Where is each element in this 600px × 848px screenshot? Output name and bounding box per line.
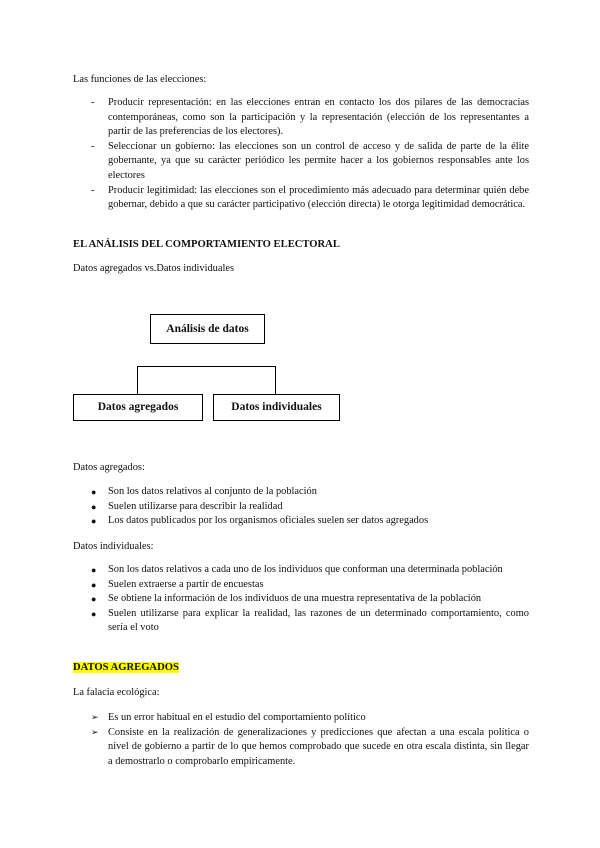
bullet-icon: ● — [91, 487, 97, 497]
bullet-icon: ● — [91, 565, 97, 575]
list-item: - Seleccionar un gobierno: las elecciones son un control de acceso y de salida de parte de la élite gobernante, ya que su carácter periódico les permite hacer a los gobiernos responsables ante los electores — [91, 140, 529, 184]
section-subtitle: Datos agregados vs.Datos individuales — [73, 263, 235, 274]
list-item: ➢ Es un error habitual en el estudio del comportamiento político — [91, 711, 529, 726]
functions-intro: Las funciones de las elecciones: — [73, 74, 207, 85]
bullet-icon: ● — [91, 516, 97, 527]
agregados-label: Datos agregados: — [73, 462, 145, 473]
falacia-list — [91, 711, 529, 769]
list-item: ● Son los datos relativos al conjunto de la población — [91, 485, 529, 500]
list-item: ➢ Consiste en la realización de generalizaciones y predicciones que afectan a una escala política o nivel de gobierno a partir de lo que hemos comprobado que sucede en otra escala distinta, sin llegar a demostrarlo o comprobarlo empíricamente. — [91, 726, 529, 767]
list-item: ● Suelen extraerse a partir de encuestas — [91, 578, 529, 593]
bullet-icon: ● — [91, 501, 97, 512]
diagram-connector-right — [275, 366, 276, 394]
list-item: ● Suelen utilizarse para explicar la realidad, las razones de un determinado comportamiento, como sería el voto — [91, 607, 529, 634]
highlight-heading — [73, 661, 529, 676]
bullet-icon: ● — [91, 594, 97, 605]
individuales-label: Datos individuales: — [73, 541, 154, 552]
list-item: ● Los datos publicados por los organismos oficiales suelen ser datos agregados — [91, 514, 529, 529]
diagram-right-box: Datos individuales — [213, 394, 340, 421]
section-heading: EL ANÁLISIS DEL COMPORTAMIENTO ELECTORAL — [73, 239, 340, 250]
arrow-bullet-icon: ➢ — [91, 727, 99, 738]
individuales-list — [91, 563, 529, 636]
diagram-root-box: Análisis de datos — [150, 314, 265, 344]
diagram-connector-left — [137, 366, 138, 394]
diagram-left-box: Datos agregados — [73, 394, 203, 421]
diagram-connector-horizontal — [137, 366, 276, 367]
list-item: - Producir legitimidad: las elecciones son el procedimiento más adecuado para determinar quién debe gobernar, debido a que su carácter participativo (elección directa) le otorga legitimidad democrática. — [91, 184, 529, 213]
bullet-icon: ● — [91, 608, 97, 619]
list-item: - Producir representación: en las elecciones entran en contacto los dos pilares de las democracias contemporáneas, como son la participación y la representación (elección de los representantes a partir de las preferencias de los electores). — [91, 96, 529, 140]
bullet-icon: ● — [91, 579, 97, 590]
list-item: ● Suelen utilizarse para describir la realidad — [91, 500, 529, 515]
falacia-label: La falacia ecológica: — [73, 687, 160, 698]
highlighted-text: DATOS AGREGADOS — [73, 662, 179, 673]
agregados-list — [91, 485, 529, 529]
list-item: ● Son los datos relativos a cada uno de los individuos que conforman una determinada población — [91, 563, 529, 578]
list-item: ● Se obtiene la información de los individuos de una muestra representativa de la población — [91, 592, 529, 607]
functions-list — [91, 96, 529, 213]
arrow-bullet-icon: ➢ — [91, 713, 99, 723]
